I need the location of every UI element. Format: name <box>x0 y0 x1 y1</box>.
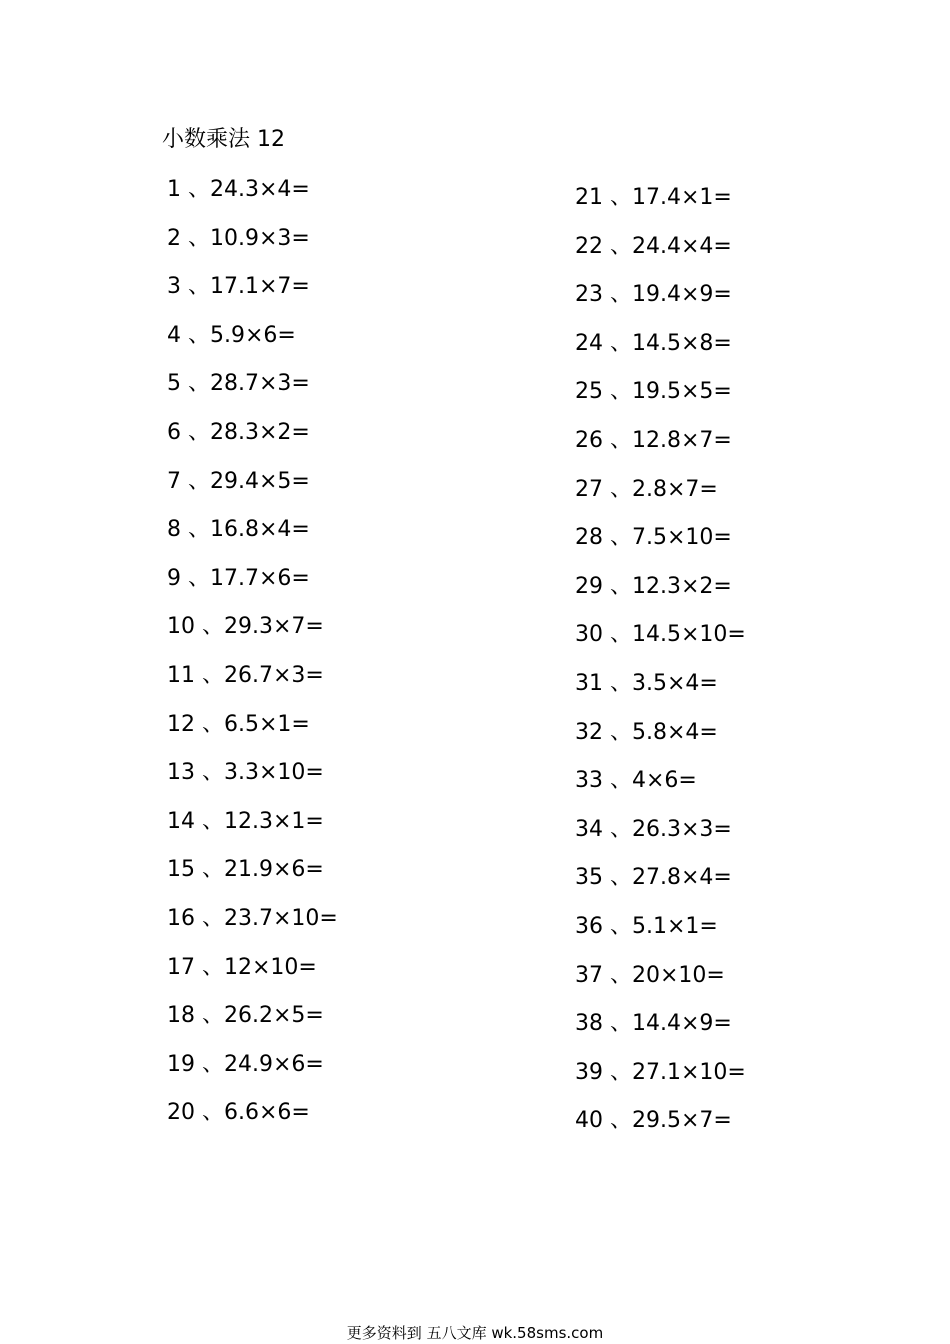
problem-item: 31 、3.5×4= <box>575 670 718 696</box>
problem-item: 4 、5.9×6= <box>167 322 296 348</box>
problem-item: 11 、26.7×3= <box>167 662 324 688</box>
problem-column-right <box>575 183 915 1155</box>
problem-item: 18 、26.2×5= <box>167 1003 324 1029</box>
problem-item: 39 、27.1×10= <box>575 1059 746 1085</box>
problem-item: 5 、28.7×3= <box>167 371 310 397</box>
problem-item: 12 、6.5×1= <box>167 711 310 737</box>
problem-item: 38 、14.4×9= <box>575 1011 732 1037</box>
problem-item: 34 、26.3×3= <box>575 816 732 842</box>
problem-item: 26 、12.8×7= <box>575 427 732 453</box>
problem-item: 23 、19.4×9= <box>575 282 732 308</box>
problem-item: 27 、2.8×7= <box>575 476 718 502</box>
problem-item: 35 、27.8×4= <box>575 865 732 891</box>
problem-item: 30 、14.5×10= <box>575 622 746 648</box>
problem-item: 19 、24.9×6= <box>167 1051 324 1077</box>
problem-item: 22 、24.4×4= <box>575 233 732 259</box>
problem-item: 37 、20×10= <box>575 962 725 988</box>
problem-item: 14 、12.3×1= <box>167 808 324 834</box>
problem-item: 15 、21.9×6= <box>167 857 324 883</box>
problem-item: 21 、17.4×1= <box>575 185 732 210</box>
footer-link[interactable]: 更多资料到 五八文库 wk.58sms.com <box>346 1324 604 1342</box>
problem-item: 7 、29.4×5= <box>167 468 310 494</box>
problem-item: 2 、10.9×3= <box>167 225 310 251</box>
problem-item: 20 、6.6×6= <box>167 1100 310 1126</box>
problem-item: 29 、12.3×2= <box>575 573 732 599</box>
problem-item: 13 、3.3×10= <box>167 760 324 786</box>
problem-item: 40 、29.5×7= <box>575 1108 732 1134</box>
problem-item: 25 、19.5×5= <box>575 379 732 405</box>
problem-item: 1 、24.3×4= <box>167 177 310 202</box>
worksheet-title: 小数乘法 12 <box>162 127 285 152</box>
problem-item: 28 、7.5×10= <box>575 525 732 551</box>
problem-item: 8 、16.8×4= <box>167 517 310 543</box>
problem-item: 9 、17.7×6= <box>167 565 310 591</box>
problem-item: 36 、5.1×1= <box>575 913 718 939</box>
problem-item: 3 、17.1×7= <box>167 274 310 300</box>
problem-item: 17 、12×10= <box>167 954 317 980</box>
problem-item: 6 、28.3×2= <box>167 419 310 445</box>
problem-item: 33 、4×6= <box>575 768 697 794</box>
problem-item: 10 、29.3×7= <box>167 614 324 640</box>
problem-column-left <box>167 175 507 1147</box>
problem-item: 24 、14.5×8= <box>575 330 732 356</box>
problem-item: 16 、23.7×10= <box>167 905 338 931</box>
problem-item: 32 、5.8×4= <box>575 719 718 745</box>
